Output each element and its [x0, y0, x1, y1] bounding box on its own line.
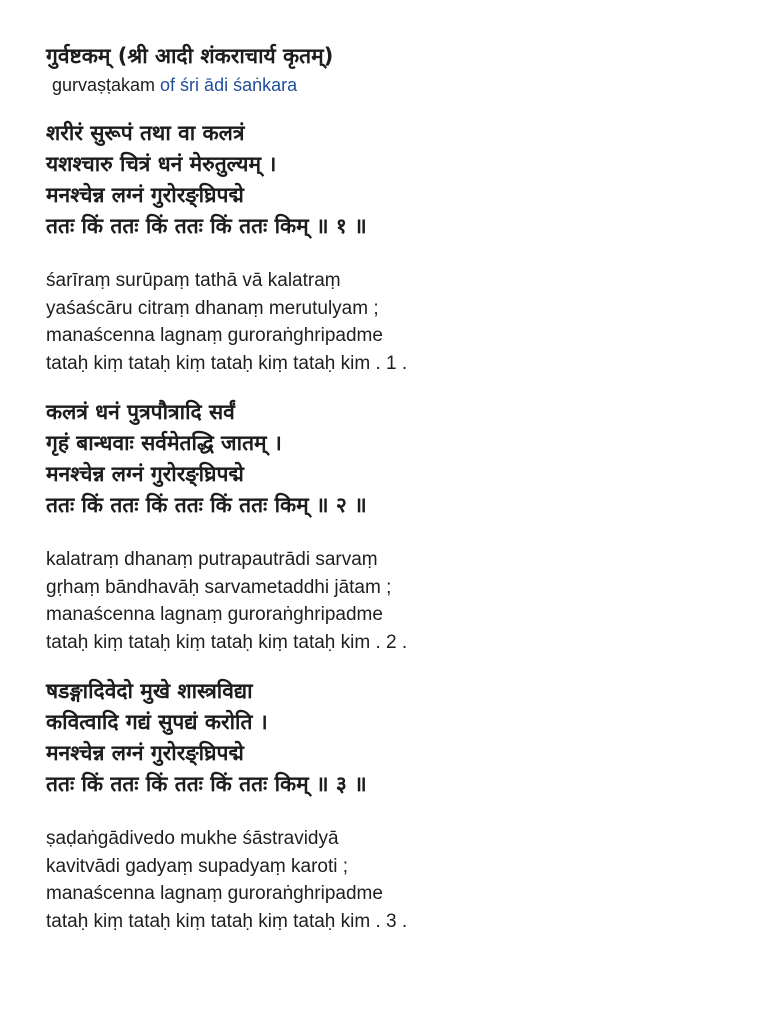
devanagari-line: कवित्वादि गद्यं सुपद्यं करोति । [46, 710, 268, 734]
verse-1 [46, 118, 746, 377]
devanagari-line: ततः किं ततः किं ततः किं ततः किम् ॥ २ ॥ [46, 493, 367, 517]
transliteration-line: tataḥ kiṃ tataḥ kiṃ tataḥ kiṃ tataḥ kim . 2 . [46, 631, 408, 653]
devanagari-line: मनश्चेन्न लग्नं गुरोरङ्घ्रिपद्मे [46, 741, 244, 765]
devanagari-line: ततः किं ततः किं ततः किं ततः किम् ॥ १ ॥ [46, 214, 367, 238]
transliteration-line: tataḥ kiṃ tataḥ kiṃ tataḥ kiṃ tataḥ kim . 1 . [46, 352, 408, 374]
transliteration-block [46, 267, 746, 377]
verse-2 [46, 397, 746, 656]
devanagari-block [46, 397, 746, 521]
transliteration-line: yaśaścāru citraṃ dhanaṃ merutulyam ; [46, 297, 379, 319]
transliteration-line: ṣaḍaṅgādivedo mukhe śāstravidyā [46, 828, 339, 849]
document-page [46, 40, 746, 935]
devanagari-line: गृहं बान्धवाः सर्वमेतद्धि जातम् । [46, 431, 282, 455]
subtitle-link[interactable]: of śri ādi śaṅkara [160, 75, 298, 95]
devanagari-line: षडङ्गादिवेदो मुखे शास्त्रविद्या [46, 679, 253, 703]
transliteration-line: manaścenna lagnaṃ guroraṅghripadme [46, 325, 383, 346]
subtitle-text: gurvaṣṭakam [52, 75, 161, 95]
page-subtitle [52, 72, 746, 98]
transliteration-line: kalatraṃ dhanaṃ putrapautrādi sarvaṃ [46, 549, 378, 570]
devanagari-block [46, 676, 746, 800]
transliteration-block [46, 546, 746, 656]
verse-3 [46, 676, 746, 935]
devanagari-block [46, 118, 746, 242]
transliteration-block [46, 825, 746, 935]
transliteration-line: gṛhaṃ bāndhavāḥ sarvametaddhi jātam ; [46, 576, 392, 598]
devanagari-line: शरीरं सुरूपं तथा वा कलत्रं [46, 121, 245, 145]
transliteration-line: tataḥ kiṃ tataḥ kiṃ tataḥ kiṃ tataḥ kim . 3 . [46, 910, 408, 932]
devanagari-line: मनश्चेन्न लग्नं गुरोरङ्घ्रिपद्मे [46, 462, 244, 486]
devanagari-line: यशश्चारु चित्रं धनं मेरुतुल्यम् । [46, 152, 277, 176]
transliteration-line: kavitvādi gadyaṃ supadyaṃ karoti ; [46, 855, 349, 877]
devanagari-line: ततः किं ततः किं ततः किं ततः किम् ॥ ३ ॥ [46, 772, 367, 796]
transliteration-line: manaścenna lagnaṃ guroraṅghripadme [46, 604, 383, 625]
devanagari-line: कलत्रं धनं पुत्रपौत्रादि सर्वं [46, 400, 235, 424]
devanagari-line: मनश्चेन्न लग्नं गुरोरङ्घ्रिपद्मे [46, 183, 244, 207]
page-title: गुर्वष्टकम् (श्री आदी शंकराचार्य कृतम्) [46, 44, 334, 68]
transliteration-line: manaścenna lagnaṃ guroraṅghripadme [46, 883, 383, 904]
transliteration-line: śarīraṃ surūpaṃ tathā vā kalatraṃ [46, 270, 341, 291]
